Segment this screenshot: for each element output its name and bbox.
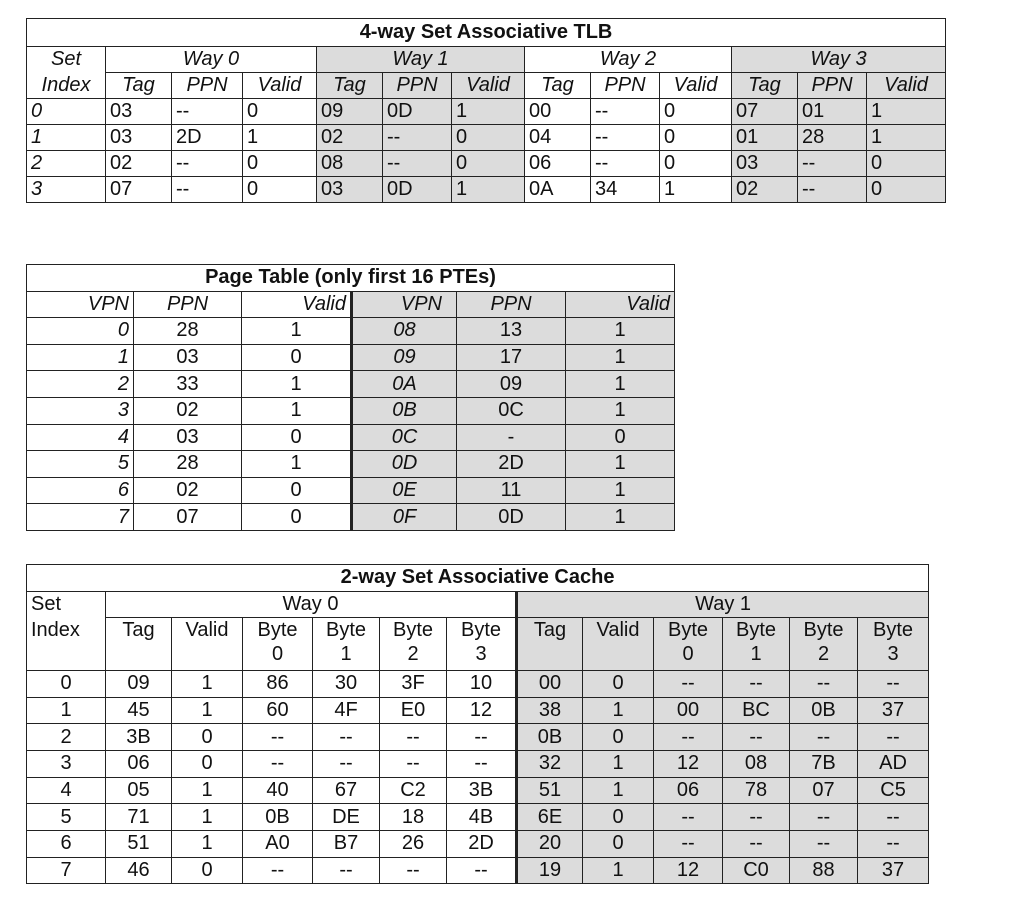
tlb-cell: 0 xyxy=(660,99,732,125)
pt-cell: 02 xyxy=(134,397,242,424)
cache-cell: 0 xyxy=(583,670,654,697)
cache-cell: 1 xyxy=(583,750,654,777)
byte-label: Byte xyxy=(460,619,502,642)
cache-cell: 0 xyxy=(583,724,654,751)
cache-cell: 3F xyxy=(380,670,447,697)
tlb-cell: 0 xyxy=(452,125,525,151)
cache-cell: 0B xyxy=(790,697,858,724)
pt-cell: 1 xyxy=(566,344,675,371)
tlb-cell: 1 xyxy=(243,125,317,151)
cache-cell: 4F xyxy=(313,697,380,724)
cache-index-label: Index xyxy=(27,618,106,671)
tlb-cell: 28 xyxy=(798,125,867,151)
cache-cell: 0 xyxy=(583,831,654,858)
cache-cell: 4B xyxy=(447,804,517,831)
cache-cell: -- xyxy=(858,831,929,858)
cache-cell: 0 xyxy=(172,857,243,884)
page-table-row xyxy=(27,397,675,424)
cache-cell: 1 xyxy=(172,777,243,804)
tlb-row xyxy=(27,151,946,177)
cache-cell: 26 xyxy=(380,831,447,858)
cache-cell: 86 xyxy=(243,670,313,697)
cache-set-index-cell: 4 xyxy=(27,777,106,804)
cache-cell: E0 xyxy=(380,697,447,724)
cache-way-1-header: Way 1 xyxy=(517,591,929,618)
tlb-cell: 34 xyxy=(591,177,660,203)
cache-cell: 1 xyxy=(172,804,243,831)
byte-index: 2 xyxy=(407,643,419,666)
cache-cell: -- xyxy=(654,804,723,831)
cache-byte-header xyxy=(790,618,858,671)
tlb-way-2-header: Way 2 xyxy=(525,47,732,73)
cache-cell: -- xyxy=(380,750,447,777)
cache-byte-header xyxy=(654,618,723,671)
cache-cell: -- xyxy=(380,857,447,884)
cache-cell: C2 xyxy=(380,777,447,804)
tlb-cell: -- xyxy=(172,177,243,203)
cache-cell: 06 xyxy=(106,750,172,777)
cache-cell: 37 xyxy=(858,857,929,884)
cache-valid-header: Valid xyxy=(172,618,243,671)
pt-vpn-cell: 09 xyxy=(352,344,457,371)
page-table-row xyxy=(27,371,675,398)
byte-label: Byte xyxy=(803,619,844,642)
cache-cell: -- xyxy=(313,750,380,777)
cache-cell: 07 xyxy=(790,777,858,804)
pt-col-header: Valid xyxy=(566,291,675,318)
cache-cell: -- xyxy=(790,670,858,697)
cache-cell: -- xyxy=(654,831,723,858)
pt-vpn-cell: 1 xyxy=(27,344,134,371)
byte-index: 1 xyxy=(340,643,352,666)
cache-cell: DE xyxy=(313,804,380,831)
tlb-col-header: Tag xyxy=(106,73,172,99)
tlb-cell: -- xyxy=(591,99,660,125)
pt-col-header: PPN xyxy=(134,291,242,318)
tlb-cell: 1 xyxy=(452,99,525,125)
byte-index: 0 xyxy=(682,643,694,666)
pt-vpn-cell: 08 xyxy=(352,318,457,345)
page-table-row xyxy=(27,318,675,345)
byte-index: 0 xyxy=(271,643,284,666)
tlb-cell: 0 xyxy=(867,151,946,177)
cache-cell: 60 xyxy=(243,697,313,724)
tlb-col-header: Valid xyxy=(243,73,317,99)
cache-byte-header xyxy=(313,618,380,671)
tlb-cell: 0 xyxy=(243,99,317,125)
cache-way-0-header: Way 0 xyxy=(106,591,517,618)
cache-cell: 0B xyxy=(243,804,313,831)
tlb-cell: 0D xyxy=(383,177,452,203)
tlb-cell: 0 xyxy=(867,177,946,203)
cache-cell: 08 xyxy=(723,750,790,777)
tlb-way-0-header: Way 0 xyxy=(106,47,317,73)
cache-set-index-cell: 0 xyxy=(27,670,106,697)
cache-cell: -- xyxy=(243,857,313,884)
cache-cell: -- xyxy=(447,750,517,777)
cache-cell: -- xyxy=(380,724,447,751)
byte-label: Byte xyxy=(873,619,914,642)
cache-cell: 10 xyxy=(447,670,517,697)
cache-cell: 40 xyxy=(243,777,313,804)
page-table-row xyxy=(27,424,675,451)
pt-col-header: VPN xyxy=(352,291,457,318)
page-table-rows xyxy=(27,318,675,531)
cache-cell: -- xyxy=(447,724,517,751)
pt-cell: 2D xyxy=(457,451,566,478)
cache-cell: 19 xyxy=(517,857,583,884)
pt-col-header: VPN xyxy=(27,291,134,318)
tlb-cell: 06 xyxy=(525,151,591,177)
cache-cell: 18 xyxy=(380,804,447,831)
page-table-row xyxy=(27,451,675,478)
cache-cell: A0 xyxy=(243,831,313,858)
pt-vpn-cell: 4 xyxy=(27,424,134,451)
page-table-title: Page Table (only first 16 PTEs) xyxy=(27,265,675,292)
page-table-row xyxy=(27,504,675,531)
cache-valid-header: Valid xyxy=(583,618,654,671)
cache-cell: 67 xyxy=(313,777,380,804)
byte-index: 1 xyxy=(750,643,762,666)
tlb-row xyxy=(27,177,946,203)
pt-vpn-cell: 3 xyxy=(27,397,134,424)
cache-cell: -- xyxy=(313,857,380,884)
cache-row xyxy=(27,697,929,724)
cache-row xyxy=(27,724,929,751)
tlb-way-1-header: Way 1 xyxy=(317,47,525,73)
pt-cell: 0 xyxy=(242,477,352,504)
cache-cell: -- xyxy=(447,857,517,884)
tlb-row xyxy=(27,99,946,125)
tlb-set-label: Set xyxy=(27,47,106,73)
page-table xyxy=(26,264,675,531)
pt-vpn-cell: 5 xyxy=(27,451,134,478)
pt-cell: 11 xyxy=(457,477,566,504)
pt-col-header: PPN xyxy=(457,291,566,318)
pt-cell: 1 xyxy=(566,477,675,504)
pt-cell: 1 xyxy=(242,318,352,345)
pt-cell: - xyxy=(457,424,566,451)
cache-cell: -- xyxy=(313,724,380,751)
pt-cell: 1 xyxy=(566,371,675,398)
cache-row xyxy=(27,750,929,777)
cache-byte-header xyxy=(723,618,790,671)
tlb-cell: 03 xyxy=(106,99,172,125)
cache-cell: 1 xyxy=(172,697,243,724)
tlb-col-header: PPN xyxy=(798,73,867,99)
pt-col-header: Valid xyxy=(242,291,352,318)
cache-row xyxy=(27,804,929,831)
pt-cell: 1 xyxy=(242,371,352,398)
byte-label: Byte xyxy=(667,619,709,642)
tlb-cell: -- xyxy=(798,177,867,203)
tlb-row xyxy=(27,125,946,151)
cache-row xyxy=(27,670,929,697)
cache-cell: C0 xyxy=(723,857,790,884)
page-table-row xyxy=(27,477,675,504)
cache-tag-header: Tag xyxy=(106,618,172,671)
cache-cell: 3B xyxy=(106,724,172,751)
tlb-col-header: Valid xyxy=(867,73,946,99)
cache-cell: -- xyxy=(723,724,790,751)
pt-cell: 0 xyxy=(566,424,675,451)
tlb-cell: 09 xyxy=(317,99,383,125)
tlb-col-header: Tag xyxy=(732,73,798,99)
tlb-cell: 02 xyxy=(317,125,383,151)
cache-cell: 0 xyxy=(172,724,243,751)
cache-set-index-cell: 3 xyxy=(27,750,106,777)
cache-cell: 0 xyxy=(172,750,243,777)
tlb-cell: 0 xyxy=(660,151,732,177)
pt-cell: 0C xyxy=(457,397,566,424)
pt-cell: 02 xyxy=(134,477,242,504)
cache-row xyxy=(27,831,929,858)
pt-cell: 28 xyxy=(134,451,242,478)
tlb-cell: 2D xyxy=(172,125,243,151)
pt-cell: 03 xyxy=(134,424,242,451)
cache-cell: 0B xyxy=(517,724,583,751)
tlb-index-label: Index xyxy=(27,73,106,99)
cache-cell: 30 xyxy=(313,670,380,697)
cache-cell: 12 xyxy=(447,697,517,724)
byte-index: 3 xyxy=(887,643,899,666)
cache-cell: -- xyxy=(858,804,929,831)
tlb-cell: 1 xyxy=(452,177,525,203)
byte-label: Byte xyxy=(735,619,777,642)
cache-cell: 0 xyxy=(583,804,654,831)
pt-vpn-cell: 2 xyxy=(27,371,134,398)
cache-cell: B7 xyxy=(313,831,380,858)
tlb-col-header: Valid xyxy=(452,73,525,99)
cache-byte-header xyxy=(380,618,447,671)
cache-cell: 12 xyxy=(654,750,723,777)
cache-cell: 78 xyxy=(723,777,790,804)
tlb-col-header: PPN xyxy=(172,73,243,99)
cache-cell: 46 xyxy=(106,857,172,884)
cache-cell: 37 xyxy=(858,697,929,724)
cache-cell: 2D xyxy=(447,831,517,858)
tlb-way-3-header: Way 3 xyxy=(732,47,946,73)
tlb-set-index-cell: 2 xyxy=(27,151,106,177)
cache-cell: 1 xyxy=(583,777,654,804)
pt-cell: 13 xyxy=(457,318,566,345)
cache-table xyxy=(26,564,929,884)
page-table-row xyxy=(27,344,675,371)
pt-vpn-cell: 6 xyxy=(27,477,134,504)
tlb-title: 4-way Set Associative TLB xyxy=(27,19,946,47)
pt-vpn-cell: 0D xyxy=(352,451,457,478)
pt-cell: 0 xyxy=(242,504,352,531)
tlb-cell: 03 xyxy=(106,125,172,151)
pt-cell: 1 xyxy=(242,451,352,478)
tlb-cell: 08 xyxy=(317,151,383,177)
tlb-cell: -- xyxy=(383,125,452,151)
pt-cell: 1 xyxy=(566,397,675,424)
cache-cell: -- xyxy=(723,804,790,831)
tlb-cell: 0A xyxy=(525,177,591,203)
cache-set-label: Set xyxy=(27,591,106,618)
cache-cell: 7B xyxy=(790,750,858,777)
cache-cell: 12 xyxy=(654,857,723,884)
cache-cell: -- xyxy=(790,831,858,858)
cache-cell: -- xyxy=(858,724,929,751)
tlb-rows xyxy=(27,99,946,203)
pt-cell: 33 xyxy=(134,371,242,398)
byte-label: Byte xyxy=(257,619,298,642)
tlb-cell: 0 xyxy=(243,151,317,177)
tlb-cell: -- xyxy=(591,151,660,177)
tlb-cell: 0 xyxy=(452,151,525,177)
pt-cell: 1 xyxy=(242,397,352,424)
cache-cell: 09 xyxy=(106,670,172,697)
cache-cell: 20 xyxy=(517,831,583,858)
pt-cell: 17 xyxy=(457,344,566,371)
tlb-cell: 0 xyxy=(243,177,317,203)
cache-cell: -- xyxy=(654,724,723,751)
pt-vpn-cell: 0A xyxy=(352,371,457,398)
cache-set-index-cell: 7 xyxy=(27,857,106,884)
tlb-cell: 1 xyxy=(660,177,732,203)
cache-cell: 6E xyxy=(517,804,583,831)
pt-vpn-cell: 0B xyxy=(352,397,457,424)
cache-cell: -- xyxy=(723,670,790,697)
tlb-cell: -- xyxy=(172,99,243,125)
cache-cell: 1 xyxy=(583,697,654,724)
pt-cell: 1 xyxy=(566,451,675,478)
pt-vpn-cell: 7 xyxy=(27,504,134,531)
cache-cell: -- xyxy=(243,750,313,777)
cache-cell: AD xyxy=(858,750,929,777)
cache-cell: 71 xyxy=(106,804,172,831)
pt-cell: 09 xyxy=(457,371,566,398)
byte-label: Byte xyxy=(325,619,367,642)
tlb-cell: 07 xyxy=(106,177,172,203)
cache-rows xyxy=(27,670,929,884)
cache-cell: -- xyxy=(858,670,929,697)
tlb-cell: 02 xyxy=(732,177,798,203)
pt-vpn-cell: 0E xyxy=(352,477,457,504)
cache-set-index-cell: 1 xyxy=(27,697,106,724)
tlb-cell: 0D xyxy=(383,99,452,125)
tlb-cell: 00 xyxy=(525,99,591,125)
cache-cell: -- xyxy=(243,724,313,751)
cache-tag-header: Tag xyxy=(517,618,583,671)
tlb-cell: 03 xyxy=(317,177,383,203)
tlb-cell: 04 xyxy=(525,125,591,151)
cache-cell: 51 xyxy=(517,777,583,804)
tlb-cell: -- xyxy=(798,151,867,177)
pt-cell: 0D xyxy=(457,504,566,531)
cache-cell: 1 xyxy=(172,670,243,697)
pt-cell: 07 xyxy=(134,504,242,531)
cache-cell: 45 xyxy=(106,697,172,724)
tlb-cell: -- xyxy=(172,151,243,177)
tlb-col-header: PPN xyxy=(591,73,660,99)
cache-row xyxy=(27,857,929,884)
cache-cell: 38 xyxy=(517,697,583,724)
cache-cell: -- xyxy=(723,831,790,858)
cache-set-index-cell: 6 xyxy=(27,831,106,858)
tlb-set-index-cell: 3 xyxy=(27,177,106,203)
pt-cell: 0 xyxy=(242,424,352,451)
byte-index: 3 xyxy=(475,643,487,666)
tlb-cell: 02 xyxy=(106,151,172,177)
cache-cell: C5 xyxy=(858,777,929,804)
tlb-cell: 07 xyxy=(732,99,798,125)
cache-row xyxy=(27,777,929,804)
cache-cell: 88 xyxy=(790,857,858,884)
pt-cell: 0 xyxy=(242,344,352,371)
tlb-col-header: PPN xyxy=(383,73,452,99)
cache-cell: -- xyxy=(654,670,723,697)
tlb-cell: 1 xyxy=(867,125,946,151)
cache-cell: 00 xyxy=(654,697,723,724)
tlb-table xyxy=(26,18,946,203)
tlb-set-index-cell: 0 xyxy=(27,99,106,125)
cache-cell: 1 xyxy=(172,831,243,858)
tlb-cell: 01 xyxy=(798,99,867,125)
cache-cell: 05 xyxy=(106,777,172,804)
pt-cell: 03 xyxy=(134,344,242,371)
tlb-col-header: Valid xyxy=(660,73,732,99)
tlb-cell: -- xyxy=(383,151,452,177)
pt-vpn-cell: 0F xyxy=(352,504,457,531)
pt-vpn-cell: 0C xyxy=(352,424,457,451)
cache-set-index-cell: 2 xyxy=(27,724,106,751)
cache-cell: 32 xyxy=(517,750,583,777)
cache-cell: 3B xyxy=(447,777,517,804)
tlb-col-header: Tag xyxy=(525,73,591,99)
byte-index: 2 xyxy=(817,643,830,666)
cache-title: 2-way Set Associative Cache xyxy=(27,565,929,592)
cache-cell: 1 xyxy=(583,857,654,884)
byte-label: Byte xyxy=(392,619,434,642)
cache-cell: 00 xyxy=(517,670,583,697)
tlb-cell: 01 xyxy=(732,125,798,151)
cache-set-index-cell: 5 xyxy=(27,804,106,831)
tlb-set-index-cell: 1 xyxy=(27,125,106,151)
pt-cell: 1 xyxy=(566,318,675,345)
cache-cell: -- xyxy=(790,804,858,831)
cache-byte-header xyxy=(243,618,313,671)
tlb-cell: 1 xyxy=(867,99,946,125)
cache-cell: BC xyxy=(723,697,790,724)
cache-byte-header xyxy=(858,618,929,671)
cache-byte-header xyxy=(447,618,517,671)
pt-vpn-cell: 0 xyxy=(27,318,134,345)
tlb-cell: 03 xyxy=(732,151,798,177)
cache-cell: 51 xyxy=(106,831,172,858)
cache-cell: 06 xyxy=(654,777,723,804)
cache-cell: -- xyxy=(790,724,858,751)
tlb-col-header: Tag xyxy=(317,73,383,99)
tlb-cell: 0 xyxy=(660,125,732,151)
pt-cell: 28 xyxy=(134,318,242,345)
pt-cell: 1 xyxy=(566,504,675,531)
tlb-cell: -- xyxy=(591,125,660,151)
